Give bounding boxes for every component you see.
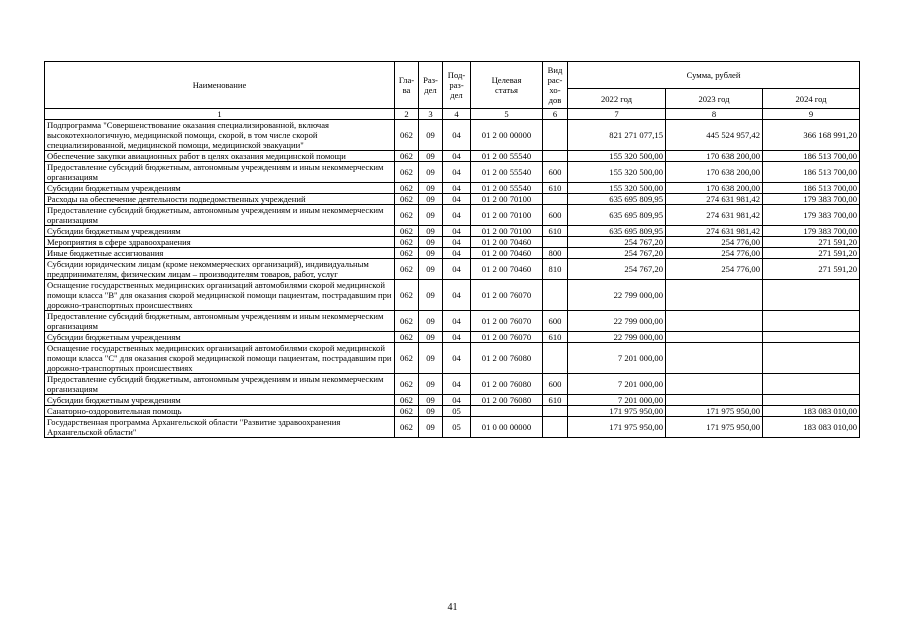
row-sum-2022: 7 201 000,00: [568, 395, 666, 406]
row-name: Субсидии бюджетным учреждениям: [45, 183, 395, 194]
row-target-article: 01 2 00 70460: [471, 259, 543, 280]
table-row: [45, 343, 860, 374]
row-sum-2024: [763, 343, 860, 374]
row-sum-2023: 254 776,00: [666, 259, 763, 280]
table-row: [45, 406, 860, 417]
row-podrazdel: 04: [443, 237, 471, 248]
row-podrazdel: 05: [443, 417, 471, 438]
table-row: [45, 226, 860, 237]
row-glava: 062: [395, 248, 419, 259]
row-sum-2024: 366 168 991,20: [763, 120, 860, 151]
row-podrazdel: 04: [443, 162, 471, 183]
row-expense-type: [543, 280, 568, 311]
row-name: Санаторно-оздоровительная помощь: [45, 406, 395, 417]
row-expense-type: [543, 343, 568, 374]
row-name: Субсидии бюджетным учреждениям: [45, 226, 395, 237]
row-sum-2024: 179 383 700,00: [763, 205, 860, 226]
column-index: 5: [471, 109, 543, 120]
table-row: [45, 120, 860, 151]
row-glava: 062: [395, 332, 419, 343]
row-name: Мероприятия в сфере здравоохранения: [45, 237, 395, 248]
row-name: Оснащение государственных медицинских организаций автомобилями скорой медицинской помощи класса "В" для оказания скорой медицинской помощи пациентам, пострадавшим при дорожно-транспортных происшествиях: [45, 280, 395, 311]
row-sum-2024: [763, 280, 860, 311]
row-sum-2022: 254 767,20: [568, 237, 666, 248]
row-sum-2023: 170 638 200,00: [666, 162, 763, 183]
row-expense-type: 610: [543, 183, 568, 194]
row-sum-2023: 445 524 957,42: [666, 120, 763, 151]
row-expense-type: 600: [543, 162, 568, 183]
row-podrazdel: 04: [443, 248, 471, 259]
row-razdel: 09: [419, 194, 443, 205]
row-target-article: 01 2 00 55540: [471, 162, 543, 183]
row-name: Субсидии бюджетным учреждениям: [45, 395, 395, 406]
row-name: Субсидии юридическим лицам (кроме некоммерческих организаций), индивидуальным предпринимателям, физическим лицам – производителям товаров, работ, услуг: [45, 259, 395, 280]
table-row: [45, 237, 860, 248]
row-razdel: 09: [419, 395, 443, 406]
row-podrazdel: 04: [443, 343, 471, 374]
row-sum-2023: [666, 332, 763, 343]
row-sum-2024: 183 083 010,00: [763, 417, 860, 438]
row-sum-2024: 183 083 010,00: [763, 406, 860, 417]
row-podrazdel: 04: [443, 151, 471, 162]
page-number: 41: [447, 602, 458, 613]
row-glava: 062: [395, 311, 419, 332]
row-sum-2022: 155 320 500,00: [568, 183, 666, 194]
header-podrazdel: Под- раз- дел: [443, 62, 471, 109]
row-sum-2022: 171 975 950,00: [568, 417, 666, 438]
row-sum-2024: 271 591,20: [763, 237, 860, 248]
row-target-article: 01 2 00 76070: [471, 332, 543, 343]
row-sum-2024: 186 513 700,00: [763, 151, 860, 162]
table-row: [45, 259, 860, 280]
row-sum-2022: 635 695 809,95: [568, 226, 666, 237]
row-target-article: 01 2 00 76070: [471, 311, 543, 332]
row-expense-type: 810: [543, 259, 568, 280]
row-expense-type: [543, 194, 568, 205]
header-year-2024: 2024 год: [763, 89, 860, 109]
row-sum-2022: 7 201 000,00: [568, 343, 666, 374]
row-sum-2023: [666, 343, 763, 374]
table-row: [45, 194, 860, 205]
row-target-article: 01 2 00 76070: [471, 280, 543, 311]
row-podrazdel: 05: [443, 406, 471, 417]
row-razdel: 09: [419, 120, 443, 151]
row-sum-2023: 274 631 981,42: [666, 194, 763, 205]
row-glava: 062: [395, 237, 419, 248]
column-index: 9: [763, 109, 860, 120]
column-index-row: [45, 109, 860, 120]
row-sum-2024: 179 383 700,00: [763, 194, 860, 205]
row-sum-2023: 170 638 200,00: [666, 151, 763, 162]
row-name: Предоставление субсидий бюджетным, автономным учреждениям и иным некоммерческим организациям: [45, 374, 395, 395]
row-expense-type: 610: [543, 395, 568, 406]
header-razdel: Раз- дел: [419, 62, 443, 109]
row-sum-2024: [763, 311, 860, 332]
row-glava: 062: [395, 162, 419, 183]
row-razdel: 09: [419, 205, 443, 226]
table-row: [45, 417, 860, 438]
row-sum-2023: 254 776,00: [666, 237, 763, 248]
row-name: Иные бюджетные ассигнования: [45, 248, 395, 259]
column-index: 8: [666, 109, 763, 120]
row-glava: 062: [395, 374, 419, 395]
row-target-article: 01 2 00 70100: [471, 226, 543, 237]
row-target-article: 01 2 00 76080: [471, 343, 543, 374]
row-glava: 062: [395, 259, 419, 280]
row-target-article: 01 2 00 70460: [471, 248, 543, 259]
table-row: [45, 280, 860, 311]
row-podrazdel: 04: [443, 280, 471, 311]
row-expense-type: [543, 417, 568, 438]
row-sum-2022: 635 695 809,95: [568, 194, 666, 205]
row-name: Предоставление субсидий бюджетным, автономным учреждениям и иным некоммерческим организациям: [45, 311, 395, 332]
row-sum-2023: 254 776,00: [666, 248, 763, 259]
row-sum-2023: [666, 280, 763, 311]
row-podrazdel: 04: [443, 226, 471, 237]
row-sum-2024: [763, 332, 860, 343]
row-razdel: 09: [419, 280, 443, 311]
row-podrazdel: 04: [443, 259, 471, 280]
row-razdel: 09: [419, 406, 443, 417]
row-expense-type: 600: [543, 311, 568, 332]
row-sum-2023: 171 975 950,00: [666, 417, 763, 438]
row-target-article: 01 2 00 55540: [471, 151, 543, 162]
row-podrazdel: 04: [443, 311, 471, 332]
row-sum-2022: 22 799 000,00: [568, 280, 666, 311]
row-sum-2023: 274 631 981,42: [666, 205, 763, 226]
row-name: Оснащение государственных медицинских организаций автомобилями скорой медицинской помощи класса "С" для оказания скорой медицинской помощи пациентам, пострадавшим при дорожно-транспортных происшествиях: [45, 343, 395, 374]
row-razdel: 09: [419, 259, 443, 280]
header-year-2023: 2023 год: [666, 89, 763, 109]
row-name: Государственная программа Архангельской области "Развитие здравоохранения Архангельской области": [45, 417, 395, 438]
row-target-article: 01 2 00 55540: [471, 183, 543, 194]
row-sum-2023: 171 975 950,00: [666, 406, 763, 417]
row-razdel: 09: [419, 183, 443, 194]
row-sum-2023: [666, 374, 763, 395]
row-podrazdel: 04: [443, 120, 471, 151]
row-name: Подпрограмма "Совершенствование оказания специализированной, включая высокотехнологичную, медицинской помощи, скорой, в том числе скорой специализированной, медицинской помощи, медицинской эвакуации": [45, 120, 395, 151]
row-glava: 062: [395, 183, 419, 194]
row-expense-type: 800: [543, 248, 568, 259]
row-sum-2022: 635 695 809,95: [568, 205, 666, 226]
row-podrazdel: 04: [443, 205, 471, 226]
column-index: 7: [568, 109, 666, 120]
row-sum-2022: 22 799 000,00: [568, 311, 666, 332]
row-sum-2023: 170 638 200,00: [666, 183, 763, 194]
header-year-2022: 2022 год: [568, 89, 666, 109]
row-sum-2024: [763, 374, 860, 395]
row-expense-type: 600: [543, 374, 568, 395]
header-target: Целевая статья: [471, 62, 543, 109]
budget-table: [44, 61, 860, 438]
table-row: [45, 395, 860, 406]
table-header: [45, 62, 860, 109]
row-podrazdel: 04: [443, 374, 471, 395]
row-sum-2022: 821 271 077,15: [568, 120, 666, 151]
row-razdel: 09: [419, 311, 443, 332]
table-row: [45, 205, 860, 226]
row-expense-type: [543, 151, 568, 162]
row-razdel: 09: [419, 374, 443, 395]
row-razdel: 09: [419, 332, 443, 343]
table-row: [45, 151, 860, 162]
row-glava: 062: [395, 226, 419, 237]
row-name: Субсидии бюджетным учреждениям: [45, 332, 395, 343]
table-row: [45, 332, 860, 343]
row-target-article: 01 2 00 00000: [471, 120, 543, 151]
table-row: [45, 311, 860, 332]
table-row: [45, 183, 860, 194]
column-index: 1: [45, 109, 395, 120]
row-podrazdel: 04: [443, 395, 471, 406]
row-sum-2024: 179 383 700,00: [763, 226, 860, 237]
row-sum-2023: [666, 311, 763, 332]
row-sum-2024: 271 591,20: [763, 248, 860, 259]
row-expense-type: 610: [543, 226, 568, 237]
row-sum-2023: 274 631 981,42: [666, 226, 763, 237]
row-target-article: 01 2 00 76080: [471, 395, 543, 406]
column-index: 3: [419, 109, 443, 120]
row-glava: 062: [395, 395, 419, 406]
row-expense-type: 600: [543, 205, 568, 226]
row-sum-2022: 7 201 000,00: [568, 374, 666, 395]
row-target-article: 01 0 00 00000: [471, 417, 543, 438]
row-sum-2022: 22 799 000,00: [568, 332, 666, 343]
header-sum: Сумма, рублей: [568, 62, 860, 89]
column-index: 2: [395, 109, 419, 120]
table-body: [45, 109, 860, 438]
row-razdel: 09: [419, 248, 443, 259]
row-expense-type: [543, 120, 568, 151]
header-vid: Вид рас- хо- дов: [543, 62, 568, 109]
row-target-article: [471, 406, 543, 417]
row-sum-2024: 271 591,20: [763, 259, 860, 280]
row-glava: 062: [395, 406, 419, 417]
table-row: [45, 374, 860, 395]
row-target-article: 01 2 00 70100: [471, 194, 543, 205]
row-razdel: 09: [419, 151, 443, 162]
row-expense-type: [543, 406, 568, 417]
row-target-article: 01 2 00 76080: [471, 374, 543, 395]
row-glava: 062: [395, 280, 419, 311]
row-sum-2023: [666, 395, 763, 406]
row-razdel: 09: [419, 237, 443, 248]
row-sum-2022: 155 320 500,00: [568, 162, 666, 183]
row-sum-2024: [763, 395, 860, 406]
row-glava: 062: [395, 120, 419, 151]
row-name: Обеспечение закупки авиационных работ в целях оказания медицинской помощи: [45, 151, 395, 162]
row-target-article: 01 2 00 70460: [471, 237, 543, 248]
row-name: Предоставление субсидий бюджетным, автономным учреждениям и иным некоммерческим организациям: [45, 205, 395, 226]
row-razdel: 09: [419, 417, 443, 438]
row-podrazdel: 04: [443, 332, 471, 343]
column-index: 4: [443, 109, 471, 120]
row-glava: 062: [395, 194, 419, 205]
row-name: Расходы на обеспечение деятельности подведомственных учреждений: [45, 194, 395, 205]
table-row: [45, 162, 860, 183]
row-name: Предоставление субсидий бюджетным, автономным учреждениям и иным некоммерческим организациям: [45, 162, 395, 183]
row-razdel: 09: [419, 226, 443, 237]
row-glava: 062: [395, 417, 419, 438]
row-sum-2022: 254 767,20: [568, 248, 666, 259]
row-target-article: 01 2 00 70100: [471, 205, 543, 226]
header-glava: Гла- ва: [395, 62, 419, 109]
header-name: Наименование: [45, 62, 395, 109]
row-podrazdel: 04: [443, 194, 471, 205]
row-sum-2022: 254 767,20: [568, 259, 666, 280]
row-glava: 062: [395, 151, 419, 162]
row-sum-2022: 171 975 950,00: [568, 406, 666, 417]
row-razdel: 09: [419, 343, 443, 374]
row-sum-2022: 155 320 500,00: [568, 151, 666, 162]
row-expense-type: [543, 237, 568, 248]
row-razdel: 09: [419, 162, 443, 183]
column-index: 6: [543, 109, 568, 120]
row-glava: 062: [395, 343, 419, 374]
table-row: [45, 248, 860, 259]
row-expense-type: 610: [543, 332, 568, 343]
row-glava: 062: [395, 205, 419, 226]
row-sum-2024: 186 513 700,00: [763, 162, 860, 183]
row-sum-2024: 186 513 700,00: [763, 183, 860, 194]
row-podrazdel: 04: [443, 183, 471, 194]
